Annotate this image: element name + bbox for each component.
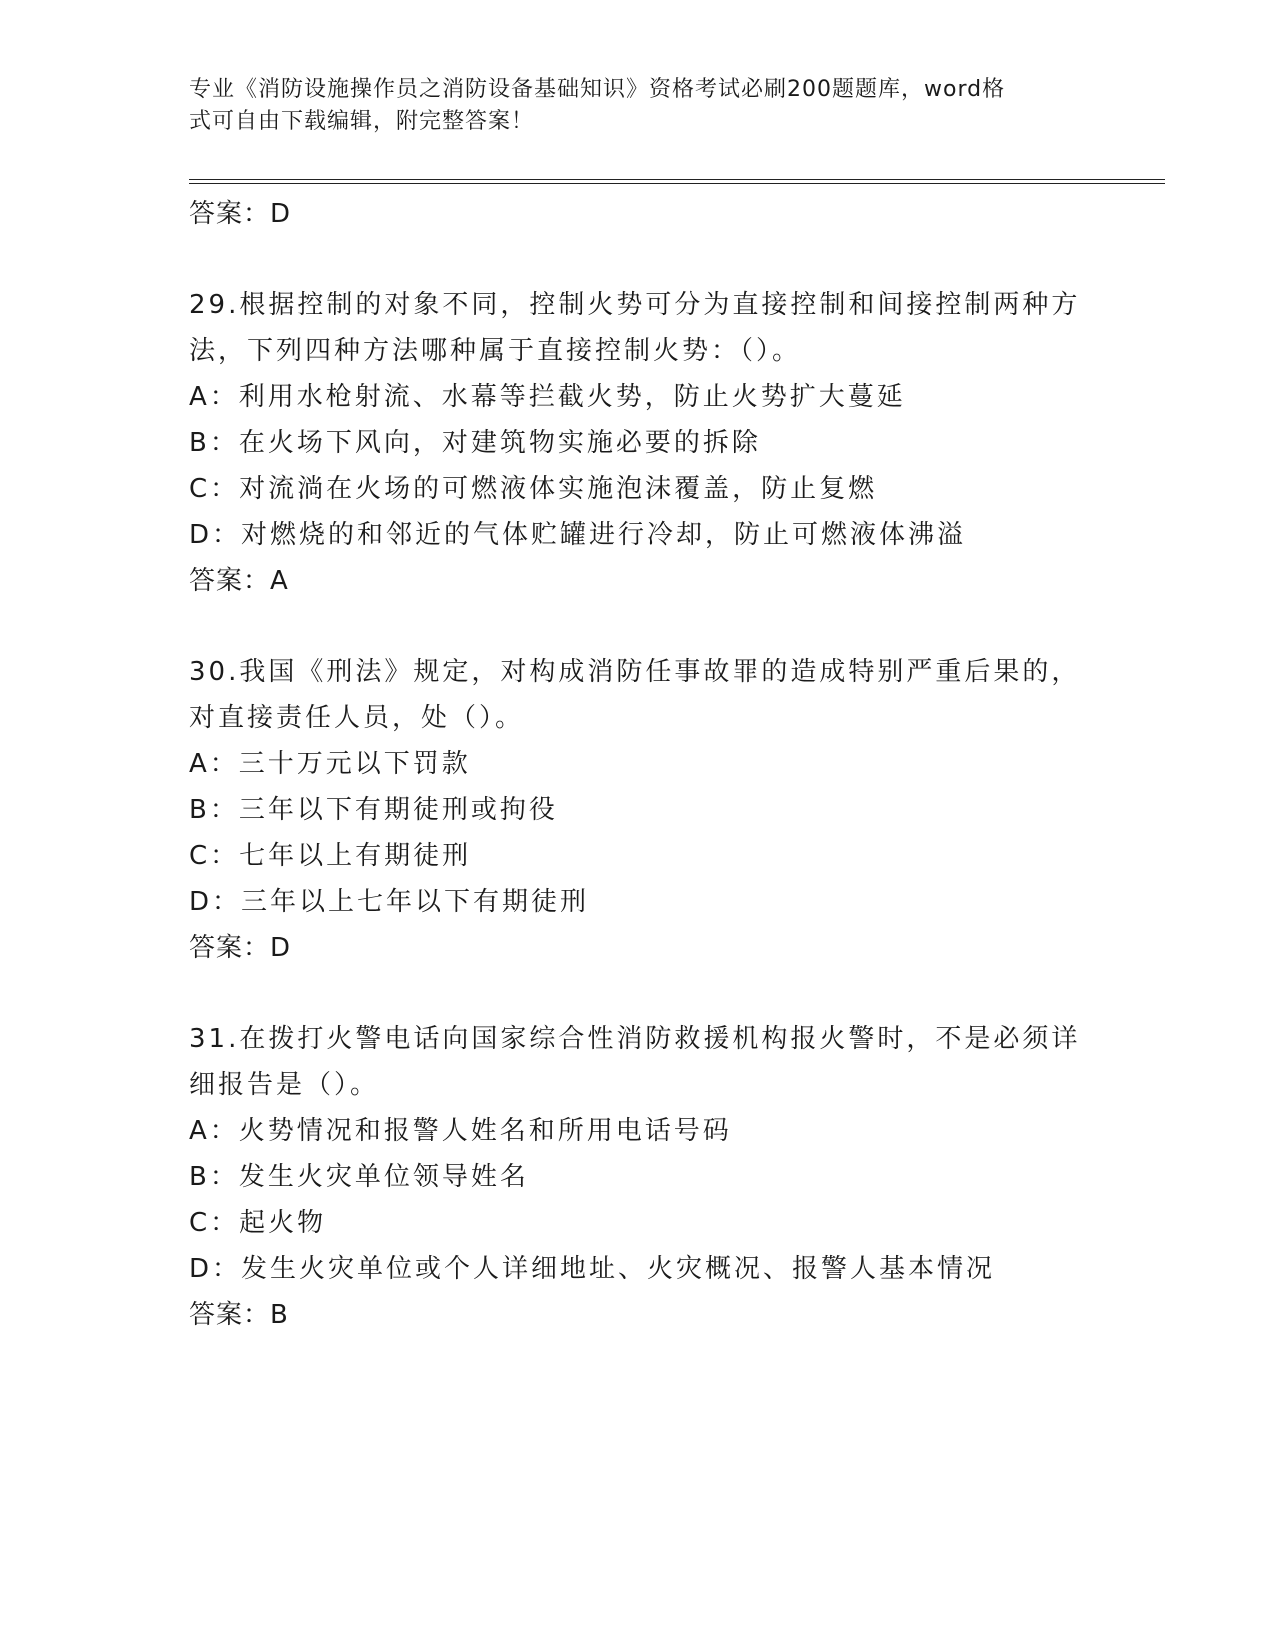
question-stem-continued: 对直接责任人员，处（）。 xyxy=(189,703,525,733)
question-item xyxy=(189,282,1089,604)
header-divider-second xyxy=(189,183,1165,184)
header-divider xyxy=(189,179,1165,180)
option-c: C：七年以上有期徒刑 xyxy=(189,841,472,871)
option-b: B：发生火灾单位领导姓名 xyxy=(189,1162,529,1192)
option-b: B：在火场下风向，对建筑物实施必要的拆除 xyxy=(189,428,761,458)
header-line-1: 专业《消防设施操作员之消防设备基础知识》资格考试必刷200题题库，word格 xyxy=(189,77,1006,102)
option-d: D：对燃烧的和邻近的气体贮罐进行冷却，防止可燃液体沸溢 xyxy=(189,520,967,550)
option-c: C：起火物 xyxy=(189,1208,327,1238)
question-stem: 31.在拨打火警电话向国家综合性消防救援机构报火警时，不是必须详 xyxy=(189,1024,1081,1054)
question-item xyxy=(189,1016,1089,1338)
option-a: A：火势情况和报警人姓名和所用电话号码 xyxy=(189,1116,732,1146)
option-c: C：对流淌在火场的可燃液体实施泡沫覆盖，防止复燃 xyxy=(189,474,878,504)
option-d: D：三年以上七年以下有期徒刑 xyxy=(189,887,590,917)
question-stem-continued: 细报告是（）。 xyxy=(189,1070,380,1100)
answer-line: 答案：B xyxy=(189,1300,289,1330)
option-b: B：三年以下有期徒刑或拘役 xyxy=(189,795,558,825)
question-item xyxy=(189,649,1089,971)
option-a: A：利用水枪射流、水幕等拦截火势，防止火势扩大蔓延 xyxy=(189,382,906,412)
page-header xyxy=(189,74,1089,138)
answer-line: 答案：D xyxy=(189,933,292,963)
question-stem: 29.根据控制的对象不同，控制火势可分为直接控制和间接控制两种方 xyxy=(189,290,1081,320)
question-list xyxy=(189,191,1089,1338)
option-a: A：三十万元以下罚款 xyxy=(189,749,471,779)
spacer xyxy=(189,237,1089,282)
question-stem: 30.我国《刑法》规定，对构成消防任事故罪的造成特别严重后果的， xyxy=(189,657,1081,687)
option-d: D：发生火灾单位或个人详细地址、火灾概况、报警人基本情况 xyxy=(189,1254,996,1284)
spacer xyxy=(189,604,1089,649)
spacer xyxy=(189,971,1089,1016)
answer-line: 答案：A xyxy=(189,566,289,596)
header-line-2: 式可自由下载编辑，附完整答案！ xyxy=(189,109,535,134)
question-stem-continued: 法，下列四种方法哪种属于直接控制火势：（）。 xyxy=(189,336,802,366)
answer-line: 答案：D xyxy=(189,199,292,229)
